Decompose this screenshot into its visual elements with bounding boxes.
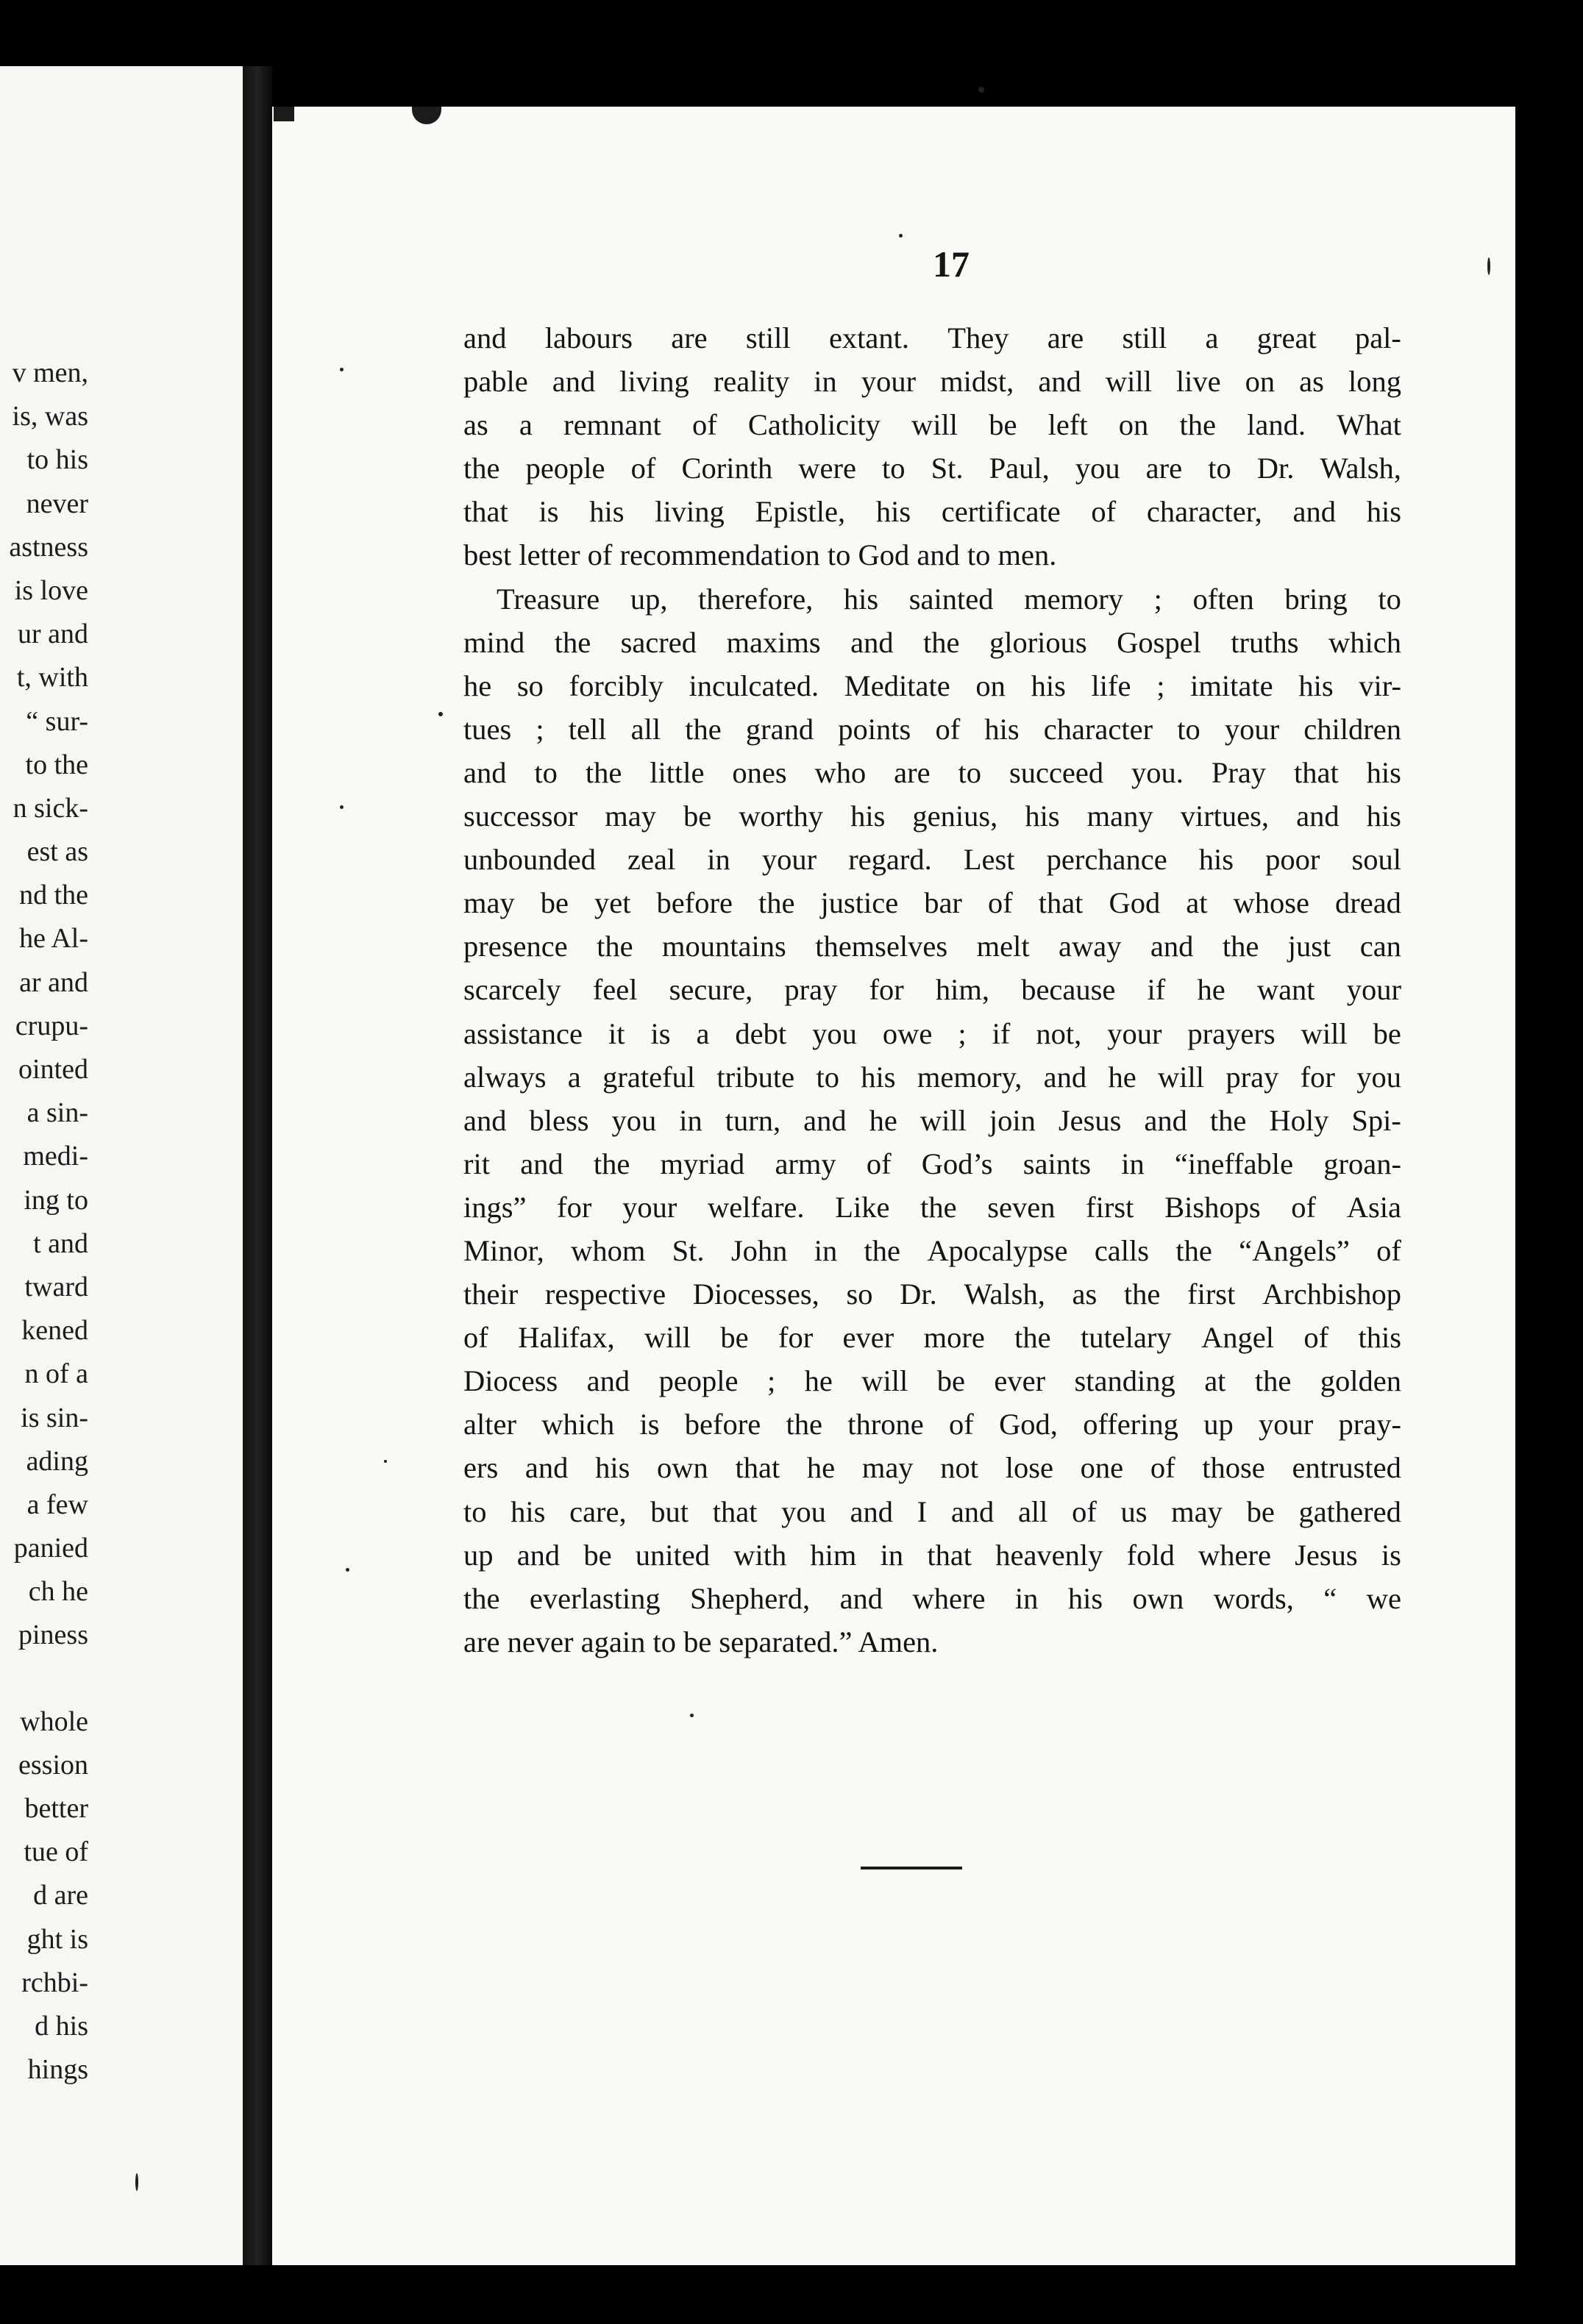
previous-page-line: is, was — [12, 401, 88, 432]
text-line: pable and living reality in your midst, and will live on as long — [463, 365, 1401, 399]
scan-speck — [340, 805, 344, 809]
text-line: Minor, whom St. John in the Apocalypse calls the “Angels” of — [463, 1233, 1401, 1267]
scan-speck — [899, 234, 903, 238]
text-line: to his care, but that you and I and all of us may be gathered — [463, 1494, 1401, 1528]
previous-page-line: ointed — [18, 1054, 88, 1085]
text-line: always a grateful tribute to his memory, and he will pray for you — [463, 1060, 1401, 1094]
text-line: assistance it is a debt you owe ; if not, your prayers will be — [463, 1016, 1401, 1050]
previous-page-line: better — [24, 1793, 88, 1824]
text-line: unbounded zeal in your regard. Lest perchance his poor soul — [463, 843, 1401, 877]
previous-page-line: to the — [25, 749, 88, 780]
text-line: successor may be worthy his genius, his many virtues, and his — [463, 799, 1401, 833]
previous-page-line: ing to — [24, 1184, 88, 1216]
binding-mark — [274, 107, 294, 121]
scan-speck — [135, 2173, 138, 2191]
scan-speck — [384, 1460, 387, 1463]
text-line: the people of Corinth were to St. Paul, you are to Dr. Walsh, — [463, 452, 1401, 485]
previous-page-line: is love — [14, 574, 88, 606]
previous-page-line: d are — [33, 1880, 88, 1911]
previous-page-line: v men, — [12, 357, 88, 388]
text-line: and to the little ones who are to succeed you. Pray that his — [463, 755, 1401, 789]
previous-page-line: d his — [35, 2010, 88, 2042]
end-rule — [861, 1867, 962, 1869]
scan-speck — [1487, 257, 1490, 275]
text-line: best letter of recommendation to God and to men. — [463, 538, 1057, 572]
previous-page-line: ar and — [19, 966, 88, 998]
previous-page-line: panied — [13, 1533, 88, 1564]
previous-page-line: “ sur- — [26, 705, 88, 737]
text-line: ings” for your welfare. Like the seven first Bishops of Asia — [463, 1190, 1401, 1224]
text-line: rit and the myriad army of God’s saints in “ineffable groan- — [463, 1147, 1401, 1180]
paragraph — [463, 577, 1401, 1664]
previous-page-line: he Al- — [19, 923, 88, 955]
text-line: and bless you in turn, and he will join Jesus and the Holy Spi- — [463, 1103, 1401, 1137]
previous-page-line: ading — [26, 1445, 88, 1477]
previous-page-line: n of a — [24, 1358, 88, 1390]
previous-page-line: tue of — [24, 1836, 88, 1868]
previous-page-line: a few — [26, 1489, 88, 1520]
text-line: he so forcibly inculcated. Meditate on his life ; imitate his vir- — [463, 669, 1401, 702]
previous-page-line: t and — [33, 1227, 88, 1259]
sermon-text — [463, 316, 1401, 1664]
previous-page-line: kened — [21, 1315, 88, 1347]
text-line: Treasure up, therefore, his sainted memory ; often bring to — [497, 582, 1401, 616]
previous-page-line: ght is — [26, 1923, 88, 1955]
text-line: may be yet before the justice bar of that God at whose dread — [463, 886, 1401, 920]
text-line: presence the mountains themselves melt away and the just can — [463, 930, 1401, 963]
previous-page-line: medi- — [23, 1141, 88, 1172]
text-line: ers and his own that he may not lose one of those entrusted — [463, 1451, 1401, 1485]
text-line: are never again to be separated.” Amen. — [463, 1625, 939, 1658]
text-line: up and be united with him in that heavenly fold where Jesus is — [463, 1538, 1401, 1572]
text-line: the everlasting Shepherd, and where in his own words, “ we — [463, 1581, 1401, 1615]
previous-page-line: piness — [18, 1619, 88, 1651]
previous-page-line: whole — [20, 1705, 88, 1737]
text-line: their respective Diocesses, so Dr. Walsh, as the first Archbishop — [463, 1277, 1401, 1311]
text-line: that is his living Epistle, his certificate of character, and his — [463, 495, 1401, 529]
previous-page — [0, 66, 243, 2265]
previous-page-line: est as — [26, 836, 88, 868]
previous-page-line: tward — [24, 1271, 88, 1302]
previous-page-line: rchbi- — [21, 1967, 88, 1998]
text-line: as a remnant of Catholicity will be left on the land. What — [463, 408, 1401, 442]
previous-page-text — [0, 352, 88, 2092]
text-line: of Halifax, will be for ever more the tutelary Angel of this — [463, 1321, 1401, 1355]
text-line: and labours are still extant. They are still a great pal- — [463, 321, 1401, 354]
previous-page-line: nd the — [19, 880, 88, 911]
scan-speck — [690, 1714, 694, 1717]
previous-page-line: never — [26, 488, 88, 519]
text-line: alter which is before the throne of God, offering up your pray- — [463, 1408, 1401, 1441]
scan-speck — [438, 712, 443, 716]
scan-speck — [340, 368, 344, 371]
paragraph — [463, 316, 1401, 577]
previous-page-line: hings — [27, 2054, 88, 2086]
previous-page-line: a sin- — [26, 1097, 88, 1129]
previous-page-line: crupu- — [15, 1010, 88, 1041]
page-number: 17 — [933, 243, 970, 285]
scan-speck — [346, 1568, 349, 1572]
previous-page-line: is sin- — [21, 1402, 88, 1433]
previous-page-line: ession — [18, 1749, 88, 1781]
text-line: Diocess and people ; he will be ever standing at the golden — [463, 1364, 1401, 1398]
paragraph-gap — [0, 1658, 88, 1700]
previous-page-line: astness — [9, 531, 88, 563]
previous-page-line: t, with — [16, 662, 88, 694]
text-line: scarcely feel secure, pray for him, because if he want your — [463, 973, 1401, 1007]
page-gutter — [243, 66, 272, 2265]
text-line: tues ; tell all the grand points of his character to your children — [463, 712, 1401, 746]
previous-page-line: to his — [26, 444, 88, 476]
previous-page-line: ur and — [17, 619, 88, 650]
previous-page-line: n sick- — [13, 792, 88, 824]
text-line: mind the sacred maxims and the glorious Gospel truths which — [463, 625, 1401, 659]
previous-page-line: ch he — [28, 1576, 88, 1608]
scan-speck — [978, 87, 984, 93]
